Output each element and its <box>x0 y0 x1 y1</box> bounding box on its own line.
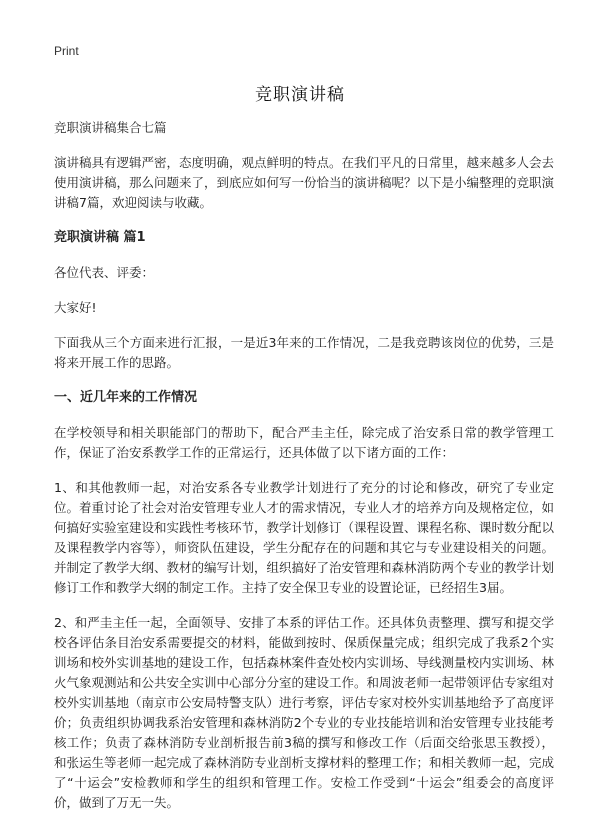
part1-paragraph-2: 1、和其他教师一起，对治安系各专业教学计划进行了充分的讨论和修改，研究了专业定位。着重讨论了社会对治安管理专业人才的需求情况，专业人才的培养方向及规格定位，如何搞好实验室建设和实践性考核环节，教学计划修订（课程设置、课程名称、课时数分配以及课程教学内容等），师资队伍建设，学生分配存在的问题和其它与专业建设相关的问题。并制定了教学大纲、教材的编写计划，组织搞好了治安管理和森林消防两个专业的教学计划修订工作和教学大纲的制定工作。主持了安全保卫专业的设置论证，已经招生3届。 <box>54 480 555 595</box>
print-label[interactable]: Print <box>54 44 79 58</box>
intro-paragraph: 演讲稿具有逻辑严密，态度明确，观点鲜明的特点。在我们平凡的日常里，越来越多人会去使用演讲稿，那么问题来了，到底应如何写一份恰当的演讲稿呢？以下是小编整理的竞职演讲稿7篇，欢迎阅读与收藏。 <box>54 155 555 210</box>
greeting-line: 各位代表、评委： <box>54 265 155 280</box>
part1-heading: 一、近几年来的工作情况 <box>54 390 198 405</box>
overview-paragraph: 下面我从三个方面来进行汇报，一是近3年来的工作情况，二是我竞聘该岗位的优势，三是将来开展工作的思路。 <box>54 335 554 370</box>
document-subtitle: 竞职演讲稿集合七篇 <box>54 120 167 135</box>
part1-paragraph-1: 在学校领导和相关职能部门的帮助下，配合严圭主任，除完成了治安系日常的教学管理工作，保证了治安系教学工作的正常运行，还具体做了以下诸方面的工作： <box>54 425 554 460</box>
document-body <box>54 118 554 828</box>
hello-line: 大家好! <box>54 300 97 315</box>
section-heading: 竞职演讲稿 篇1 <box>54 230 146 245</box>
document-title: 竞职演讲稿 <box>255 85 345 105</box>
part1-paragraph-3: 2、和严圭主任一起，全面领导、安排了本系的评估工作。还具体负责整理、撰写和提交学校各评估条目治安系需要提交的材料，能做到按时、保质保量完成；组织完成了我系2个实训场和校外实训基地的建设工作，包括森林案件查处校内实训场、导线测量校内实训场、林火气象观测站和公共安全实训中心部分分室的建设工作。和周波老师一起带领评估专家组对校外实训基地（南京市公安局特警支队）进行考察，评估专家对校外实训基地给予了高度评价；负责组织协调我系治安管理和森林消防2个专业的专业技能培训和治安管理专业技能考核工作；负责了森林消防专业剖析报告前3稿的撰写和修改工作（后面交给张思玉教授），和张运生等老师一起完成了森林消防专业剖析支撑材料的整理工作；和相关教师一起，完成了“十运会”安检教师和学生的组织和管理工作。安检工作受到“十运会”组委会的高度评价，做到了万无一失。 <box>54 615 555 810</box>
